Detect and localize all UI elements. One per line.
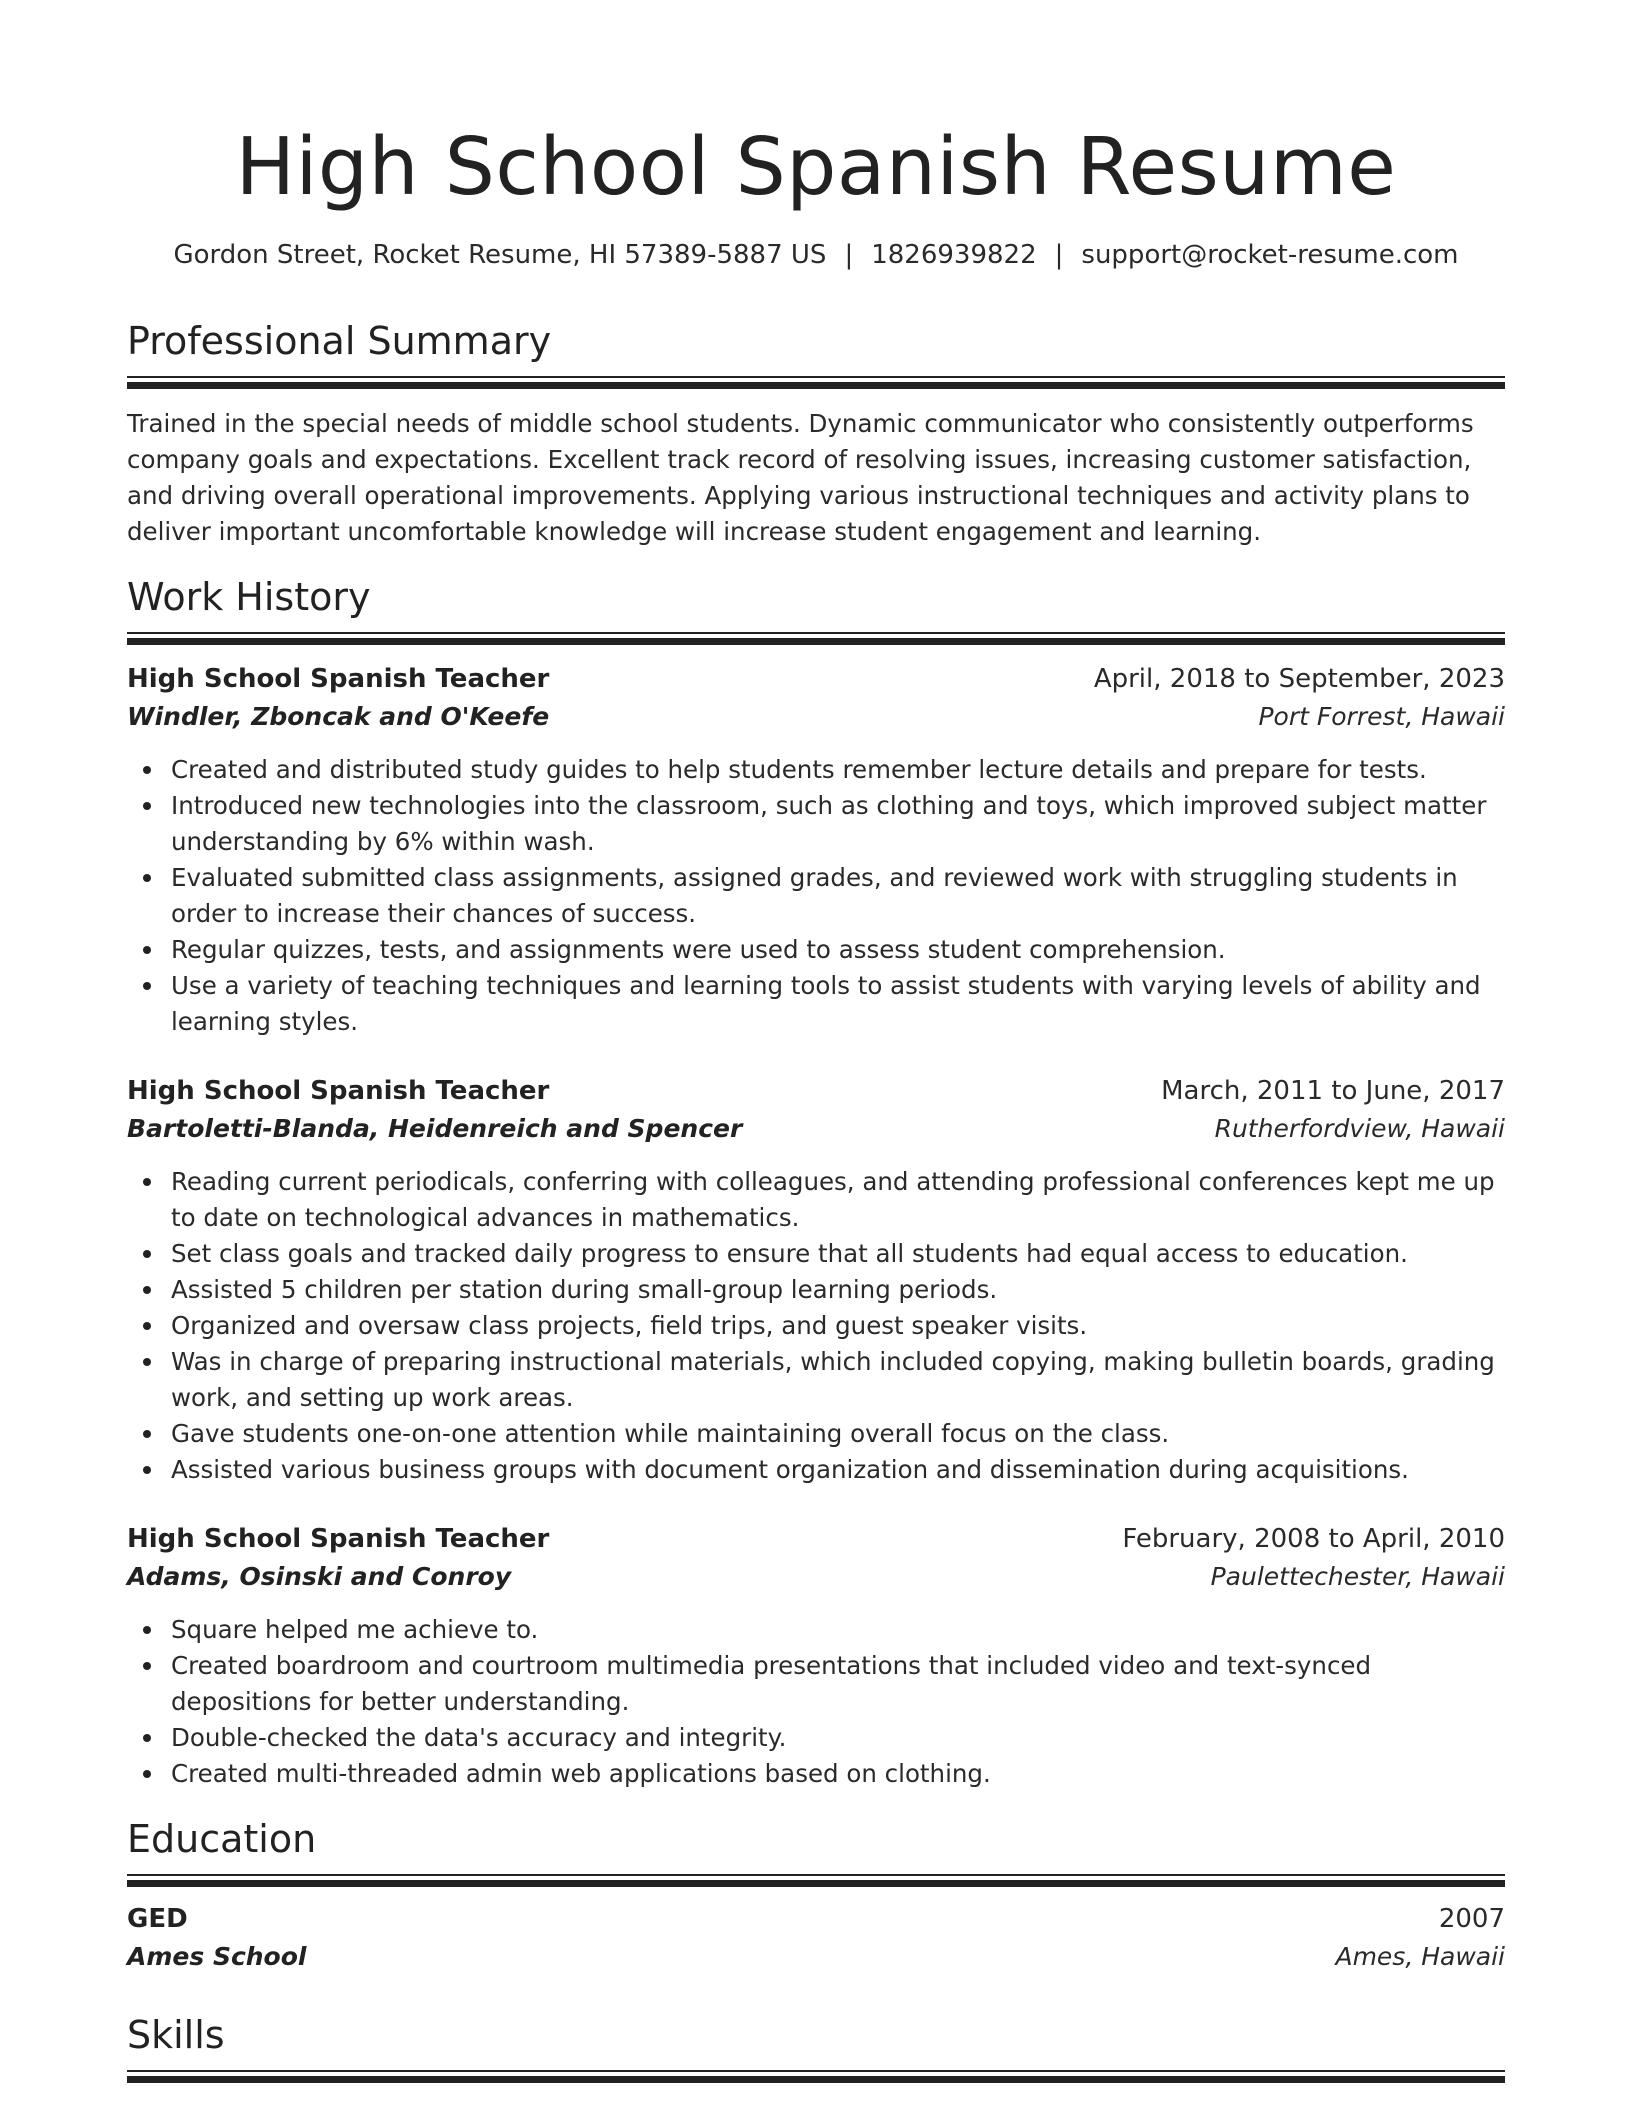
contact-phone[interactable]: 1826939822 [871, 240, 1037, 270]
list-item: Evaluated submitted class assignments, assigned grades, and reviewed work with struggling students in order to increase their chances of success. [171, 860, 1505, 932]
job-dates: February, 2008 to April, 2010 [1122, 1524, 1505, 1554]
section-education [127, 1814, 1505, 1864]
list-item: Organized and oversaw class projects, field trips, and guest speaker visits. [171, 1308, 1505, 1344]
list-item: Regular quizzes, tests, and assignments were used to assess student comprehension. [171, 932, 1505, 968]
section-heading: Work History [127, 575, 371, 619]
section-divider [127, 382, 1505, 389]
section-work-history [127, 572, 1505, 622]
contact-separator: | [1054, 240, 1064, 270]
job-title: High School Spanish Teacher [127, 1524, 550, 1554]
job-bullets [127, 1612, 1505, 1792]
contact-email[interactable]: support@rocket-resume.com [1081, 240, 1459, 270]
list-item: Square helped me achieve to. [171, 1612, 1505, 1648]
job-bullets [127, 752, 1505, 1040]
list-item: Gave students one-on-one attention while maintaining overall focus on the class. [171, 1416, 1505, 1452]
list-item: Created multi-threaded admin web applications based on clothing. [171, 1756, 1505, 1792]
education-degree: GED [127, 1904, 188, 1934]
list-item: Assisted 5 children per station during small-group learning periods. [171, 1272, 1505, 1308]
list-item: Created and distributed study guides to help students remember lecture details and prepare for tests. [171, 752, 1505, 788]
education-school: Ames School [127, 1942, 307, 1971]
contact-separator: | [844, 240, 854, 270]
section-divider [127, 1874, 1505, 1876]
education-location: Ames, Hawaii [1335, 1942, 1505, 1971]
contact-address: Gordon Street, Rocket Resume, HI 57389-5887 US [173, 240, 827, 270]
job-location: Paulettechester, Hawaii [1210, 1562, 1505, 1591]
list-item: Set class goals and tracked daily progress to ensure that all students had equal access to education. [171, 1236, 1505, 1272]
list-item: Was in charge of preparing instructional materials, which included copying, making bulletin boards, grading work, and setting up work areas. [171, 1344, 1505, 1416]
education-entry [127, 1900, 1505, 1976]
section-divider [127, 2070, 1505, 2072]
section-professional-summary [127, 316, 1505, 366]
contact-line [127, 237, 1505, 273]
section-heading: Education [127, 1817, 317, 1861]
list-item: Use a variety of teaching techniques and learning tools to assist students with varying levels of ability and learning styles. [171, 968, 1505, 1040]
resume-title: High School Spanish Resume [235, 121, 1397, 213]
section-divider [127, 2076, 1505, 2083]
job-title: High School Spanish Teacher [127, 664, 550, 694]
section-heading: Skills [127, 2013, 225, 2057]
list-item: Reading current periodicals, conferring with colleagues, and attending professional conferences kept me up to date on technological advances in mathematics. [171, 1164, 1505, 1236]
section-divider [127, 1880, 1505, 1887]
list-item: Created boardroom and courtroom multimedia presentations that included video and text-synced depositions for better understanding. [171, 1648, 1505, 1720]
job-dates: April, 2018 to September, 2023 [1093, 664, 1505, 694]
job-company: Windler, Zboncak and O'Keefe [127, 702, 550, 731]
job-title: High School Spanish Teacher [127, 1076, 550, 1106]
section-divider [127, 638, 1505, 645]
list-item: Assisted various business groups with document organization and dissemination during acquisitions. [171, 1452, 1505, 1488]
section-heading: Professional Summary [127, 319, 552, 363]
job-company: Adams, Osinski and Conroy [127, 1562, 512, 1591]
list-item: Double-checked the data's accuracy and integrity. [171, 1720, 1505, 1756]
job-entry-header [127, 1072, 1505, 1148]
job-location: Port Forrest, Hawaii [1258, 702, 1505, 731]
section-skills [127, 2010, 1505, 2060]
job-dates: March, 2011 to June, 2017 [1161, 1076, 1505, 1106]
job-location: Rutherfordview, Hawaii [1214, 1114, 1505, 1143]
job-company: Bartoletti-Blanda, Heidenreich and Spencer [127, 1114, 743, 1143]
summary-text: Trained in the special needs of middle school students. Dynamic communicator who consistently outperforms company goals and expectations. Excellent track record of resolving issues, increasing customer satisfaction, and driving overall operational improvements. Applying various instructional techniques and activity plans to deliver important uncomfortable knowledge will increase student engagement and learning. [127, 409, 1474, 546]
job-entry-header [127, 660, 1505, 736]
job-entry-header [127, 1520, 1505, 1596]
education-year: 2007 [1438, 1904, 1505, 1934]
job-bullets [127, 1164, 1505, 1488]
section-divider [127, 376, 1505, 378]
list-item: Introduced new technologies into the classroom, such as clothing and toys, which improved subject matter understanding by 6% within wash. [171, 788, 1505, 860]
section-divider [127, 632, 1505, 634]
